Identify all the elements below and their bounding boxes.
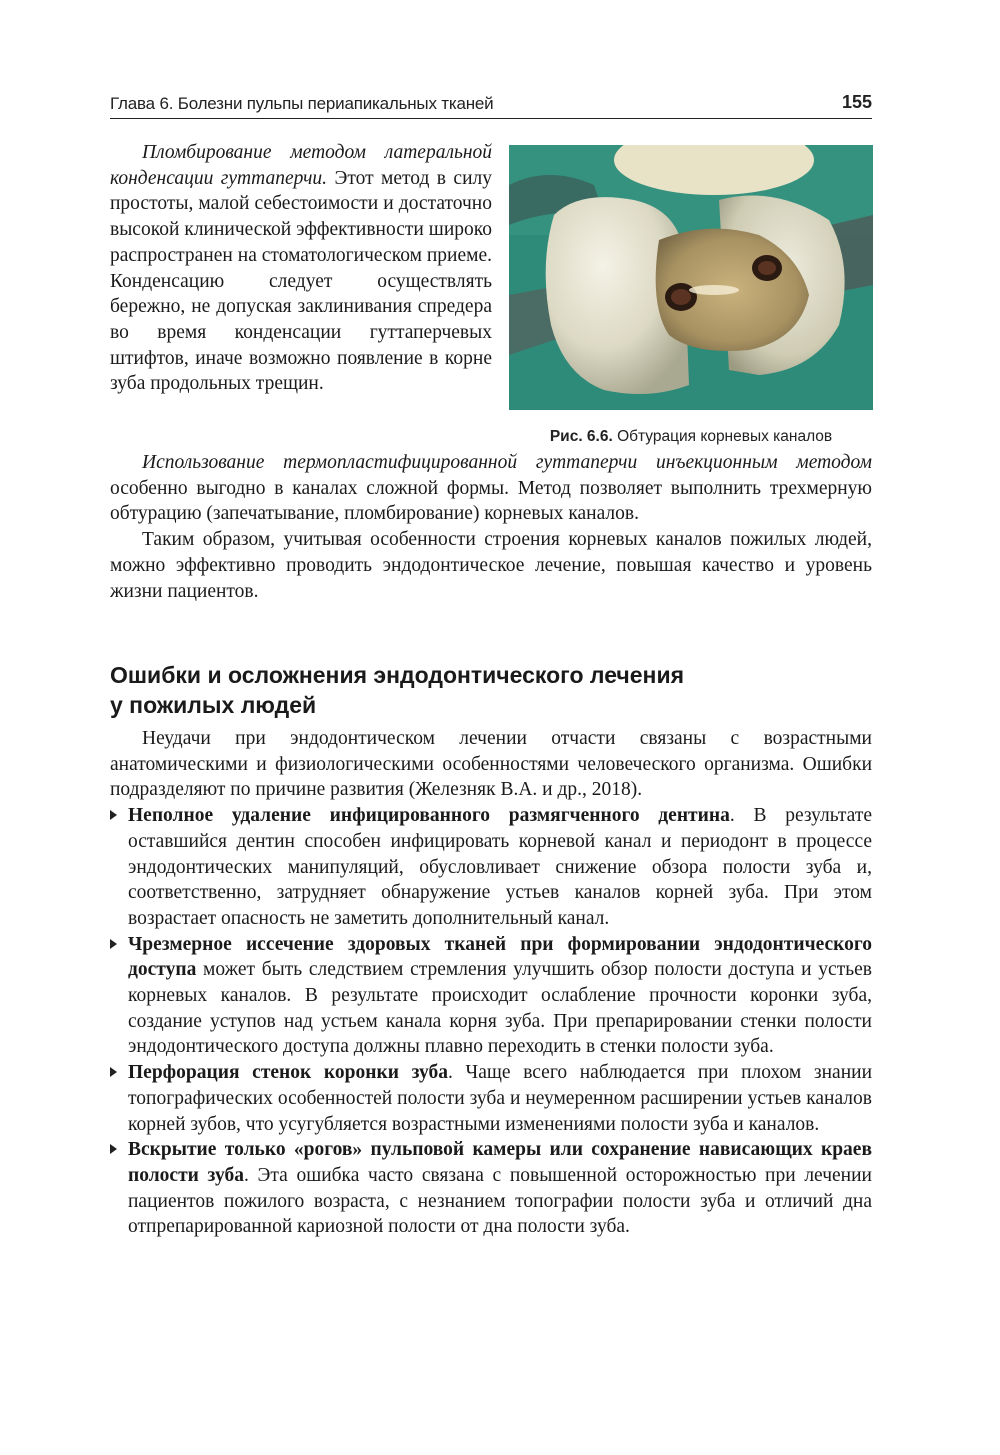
dental-photo [509, 145, 873, 410]
section-intro-paragraph: Неудачи при эндодонтическом лечении отчасти связаны с возрастными анатомическими и физиологическими особенностями человеческого организма. Ошибки подразделяют по причине развития (Железняк В.А. и др., 2018). [110, 728, 872, 801]
heading-line-2: у пожилых людей [110, 692, 317, 718]
bullet-triangle-icon [110, 1067, 117, 1077]
paragraph-text: Этот метод в силу простоты, малой себестоимости и достаточно высокой клинической эффективности широко распространен на стоматологическом приеме. Конденсацию следует осуществлять бережно, не допуская заклинивания спредера во время конденсации гуттаперчевых штифтов, иначе возможно появление в корне зуба продольных трещин. [110, 167, 492, 395]
bullet-triangle-icon [110, 939, 117, 949]
figure-caption [509, 428, 873, 446]
paragraph-thermoplastic [110, 450, 872, 527]
list-item-title: Чрезмерное иссечение здоровых тканей при формировании эндодонтического доступа [128, 933, 872, 981]
list-item-text: . В результате оставшийся дентин способен инфицировать корневой канал и периодонт в процессе эндодонтических манипуляций, обусловливает снижение обзора полости зуба и, соответственно, затрудняет обнаружение устьев каналов корней зуба. При этом возрастает опасность не заметить дополнительный канал. [128, 805, 872, 929]
figure-label: Рис. 6.6. [549, 428, 613, 445]
intro-continued [110, 450, 872, 604]
list-item-text: может быть следствием стремления улучшить обзор полости доступа и устьев корневых каналов. В результате происходит ослабление прочности коронки зуба, создание уступов над устьем канала корня зуба. При препарировании стенки полости эндодонтического доступа должны плавно переходить в стенки полости зуба. [128, 959, 872, 1058]
term-thermoplastic-injection: Использование термопластифицированной гуттаперчи инъекционным методом [142, 452, 872, 473]
heading-line-1: Ошибки и осложнения эндодонтического лечения [110, 662, 685, 688]
page-number: 155 [841, 92, 872, 112]
list-item [110, 803, 872, 932]
list-item-title: Неполное удаление инфицированного размягченного дентина [128, 805, 730, 827]
running-header [110, 92, 872, 119]
list-item [110, 1137, 872, 1240]
list-item [110, 932, 872, 1061]
figure-photo-root-canal-obturation [509, 145, 873, 410]
error-list [110, 803, 872, 1240]
section-heading [110, 660, 872, 720]
bullet-triangle-icon [110, 1144, 117, 1154]
list-item-title: Вскрытие только «рогов» пульповой камеры или сохранение нависающих краев полости зуба [128, 1139, 872, 1186]
term-lateral-condensation: Пломбирование методом латеральной конденсации гуттаперчи. [110, 142, 492, 189]
section-body [110, 726, 872, 1240]
intro-column [110, 140, 492, 397]
list-item-text: . Чаще всего наблюдается при плохом знании топографических особенностей полости зуба и неумеренном расширении устьев каналов корней зубов, что усугубляется возрастными изменениями полости зуба и каналов. [128, 1062, 873, 1135]
list-item-title: Перфорация стенок коронки зуба [128, 1062, 449, 1084]
paragraph-conclusion: Таким образом, учитывая особенности строения корневых каналов пожилых людей, можно эффективно проводить эндодонтическое лечение, повышая качество и уровень жизни пациентов. [110, 529, 872, 602]
figure-caption-text: Обтурация корневых каналов [612, 428, 833, 445]
bullet-triangle-icon [110, 810, 117, 820]
paragraph-text: особенно выгодно в каналах сложной формы. Метод позволяет выполнить трехмерную обтурацию (запечатывание, пломбирование) корневых каналов. [110, 477, 872, 525]
list-item [110, 1060, 872, 1137]
paragraph-lateral-condensation [110, 140, 492, 397]
list-item-text: . Эта ошибка часто связана с повышенной осторожностью при лечении пациентов пожилого возраста, с незнанием топографии полости зуба и отличий дна отпрепарированной кариозной полости от дна полости зуба. [128, 1164, 872, 1238]
chapter-title: Глава 6. Болезни пульпы периапикальных тканей [110, 94, 494, 113]
